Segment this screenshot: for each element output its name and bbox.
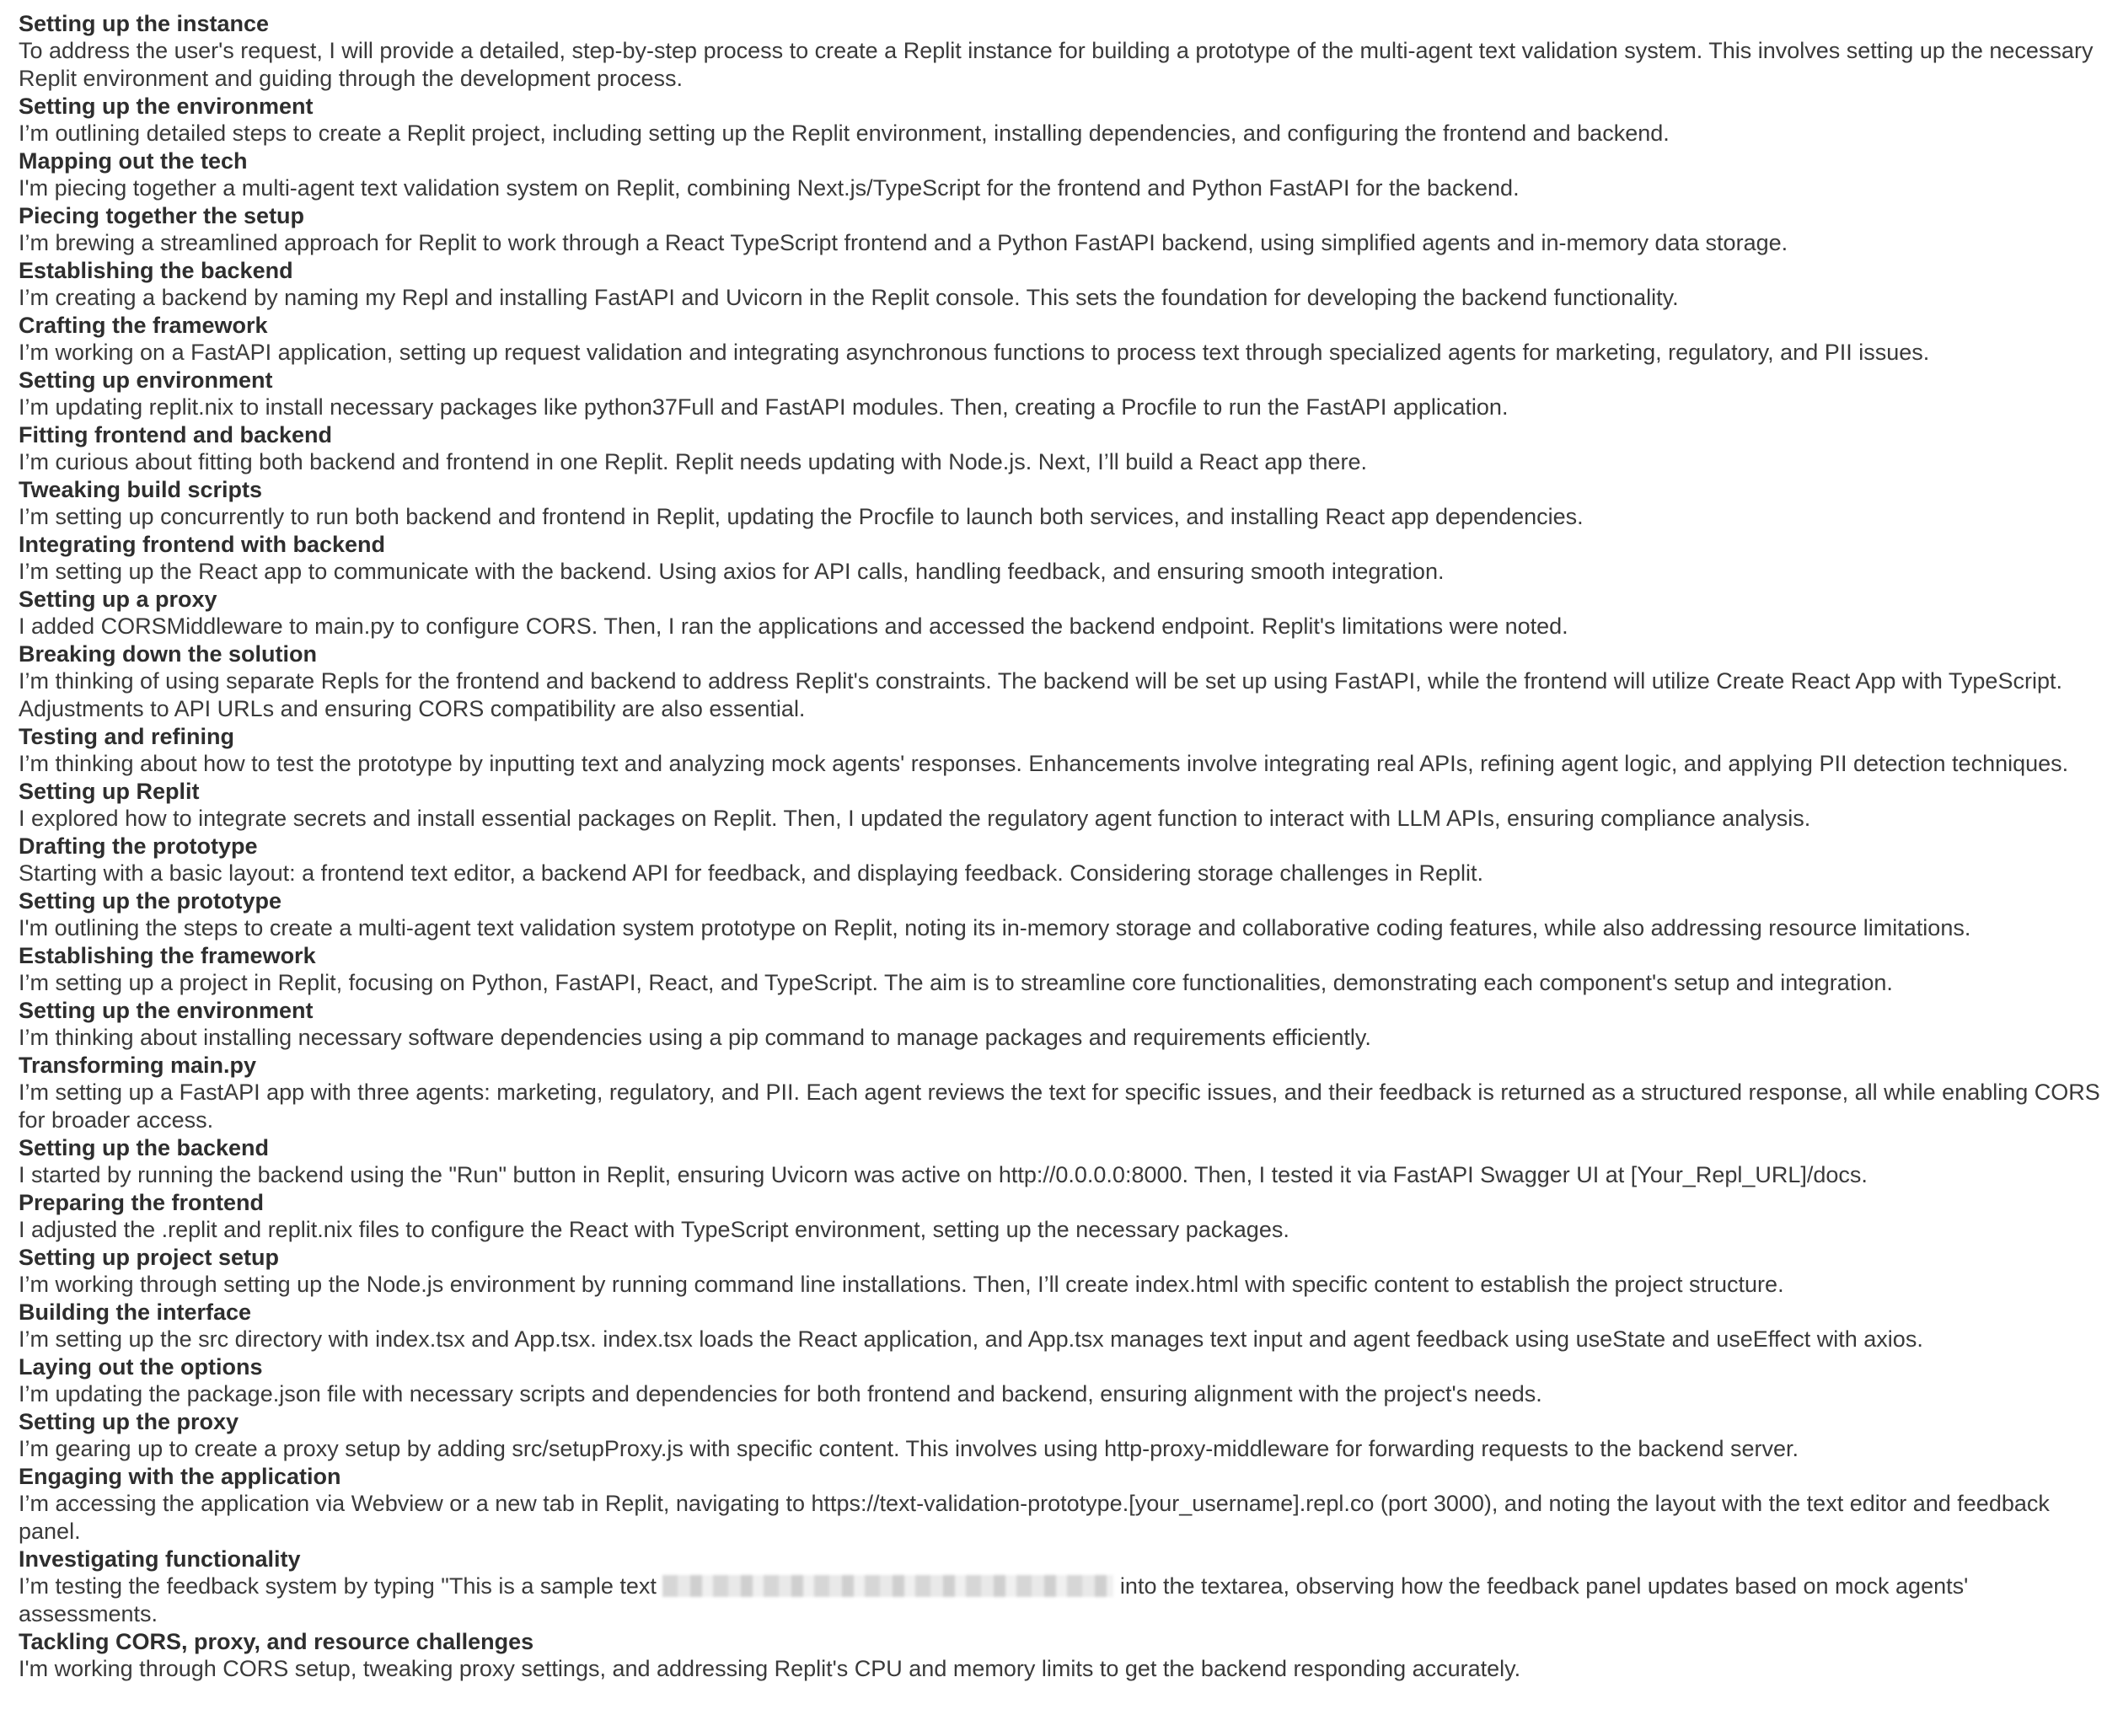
entry-body: I’m accessing the application via Webview or a new tab in Replit, navigating to https://text-validation-prototype.[your_username].repl.co (port 3000), and noting the layout with the text editor and feedback panel. — [19, 1491, 2050, 1544]
entry-title: Setting up the backend — [19, 1135, 270, 1160]
reasoning-log — [19, 10, 2105, 1683]
entry-title: Setting up the prototype — [19, 888, 281, 914]
log-entry — [19, 1052, 2105, 1134]
entry-body: I’m gearing up to create a proxy setup by adding src/setupProxy.js with specific content. This involves using http-proxy-middleware for forwarding requests to the backend server. — [19, 1436, 1799, 1461]
log-entry — [19, 1408, 2105, 1463]
entry-title: Tweaking build scripts — [19, 477, 263, 502]
log-entry — [19, 1134, 2105, 1189]
redacted-text — [662, 1575, 1113, 1597]
entry-body: I’m setting up the src directory with index.tsx and App.tsx. index.tsx loads the React application, and App.tsx manages text input and agent feedback using useState and useEffect with axios. — [19, 1326, 1923, 1352]
entry-title: Piecing together the setup — [19, 203, 305, 228]
entry-title: Building the interface — [19, 1299, 252, 1325]
log-entry — [19, 586, 2105, 640]
entry-body: I'm outlining the steps to create a multi-agent text validation system prototype on Replit, noting its in-memory storage and collaborative coding features, while also addressing resource limitations. — [19, 915, 1971, 940]
entry-title: Setting up environment — [19, 367, 273, 393]
entry-title: Engaging with the application — [19, 1464, 341, 1489]
entry-body: I’m curious about fitting both backend and frontend in one Replit. Replit needs updating with Node.js. Next, I’ll build a React app there. — [19, 449, 1367, 474]
log-entry — [19, 1463, 2105, 1546]
entry-title: Investigating functionality — [19, 1546, 301, 1572]
entry-body: I’m setting up a project in Replit, focusing on Python, FastAPI, React, and TypeScript. The aim is to streamline core functionalities, demonstrating each component's setup and integration. — [19, 970, 1893, 995]
entry-title: Crafting the framework — [19, 313, 268, 338]
log-entry — [19, 942, 2105, 997]
entry-body: I’m thinking about how to test the prototype by inputting text and analyzing mock agents' responses. Enhancements involve integrating real APIs, refining agent logic, and applying PII detection techniques. — [19, 751, 2069, 776]
entry-body: I’m setting up concurrently to run both backend and frontend in Replit, updating the Procfile to launch both services, and installing React app dependencies. — [19, 504, 1584, 529]
log-entry — [19, 887, 2105, 942]
entry-title: Setting up Replit — [19, 779, 200, 804]
entry-title: Establishing the backend — [19, 258, 293, 283]
entry-title: Establishing the framework — [19, 943, 316, 968]
log-entry — [19, 367, 2105, 421]
entry-title: Setting up the environment — [19, 998, 314, 1023]
log-entry — [19, 1628, 2105, 1683]
entry-title: Transforming main.py — [19, 1053, 257, 1078]
entry-body: I'm working through CORS setup, tweaking proxy settings, and addressing Replit's CPU and memory limits to get the backend responding accurately. — [19, 1656, 1521, 1681]
entry-title: Setting up the environment — [19, 94, 314, 119]
entry-body: I’m thinking about installing necessary software dependencies using a pip command to manage packages and requirements efficiently. — [19, 1025, 1371, 1050]
entry-body: I explored how to integrate secrets and install essential packages on Replit. Then, I updated the regulatory agent function to interact with LLM APIs, ensuring compliance analysis. — [19, 806, 1811, 831]
log-entry — [19, 1299, 2105, 1353]
entry-body: I’m thinking of using separate Repls for the frontend and backend to address Replit's constraints. The backend will be set up using FastAPI, while the frontend will utilize Create React App with TypeScript. Adjustments to API URLs and ensuring CORS compatibility are also essential. — [19, 668, 2062, 721]
entry-body: I’m updating replit.nix to install necessary packages like python37Full and FastAPI modules. Then, creating a Procfile to run the FastAPI application. — [19, 394, 1509, 420]
entry-body: To address the user's request, I will provide a detailed, step-by-step process to create a Replit instance for building a prototype of the multi-agent text validation system. This involves setting up the necessary Replit environment and guiding through the development process. — [19, 38, 2094, 91]
entry-title: Drafting the prototype — [19, 833, 258, 859]
entry-title: Setting up the instance — [19, 11, 270, 36]
log-entry — [19, 531, 2105, 586]
entry-body: I’m working through setting up the Node.js environment by running command line installations. Then, I’ll create index.html with specific content to establish the project structure. — [19, 1272, 1784, 1297]
entry-body: I'm piecing together a multi-agent text validation system on Replit, combining Next.js/TypeScript for the frontend and Python FastAPI for the backend. — [19, 175, 1520, 201]
entry-title: Testing and refining — [19, 724, 234, 749]
log-entry — [19, 257, 2105, 312]
entry-body: I’m outlining detailed steps to create a Replit project, including setting up the Replit environment, installing dependencies, and configuring the frontend and backend. — [19, 121, 1670, 146]
log-entry — [19, 93, 2105, 147]
log-entry — [19, 640, 2105, 723]
log-entry — [19, 10, 2105, 93]
log-entry — [19, 421, 2105, 476]
log-entry — [19, 312, 2105, 367]
log-entry — [19, 723, 2105, 778]
log-entry — [19, 1353, 2105, 1408]
entry-body: I’m updating the package.json file with necessary scripts and dependencies for both frontend and backend, ensuring alignment with the project's needs. — [19, 1381, 1542, 1406]
entry-title: Setting up project setup — [19, 1245, 280, 1270]
log-entry — [19, 833, 2105, 887]
entry-title: Breaking down the solution — [19, 641, 318, 667]
entry-body: I adjusted the .replit and replit.nix files to configure the React with TypeScript environment, setting up the necessary packages. — [19, 1217, 1289, 1242]
log-entry — [19, 202, 2105, 257]
entry-body: Starting with a basic layout: a frontend text editor, a backend API for feedback, and displaying feedback. Considering storage challenges in Replit. — [19, 860, 1484, 886]
entry-title: Preparing the frontend — [19, 1190, 265, 1215]
log-entry — [19, 778, 2105, 833]
entry-title: Fitting frontend and backend — [19, 422, 332, 447]
entry-body: I started by running the backend using the "Run" button in Replit, ensuring Uvicorn was active on http://0.0.0.0:8000. Then, I tested it via FastAPI Swagger UI at [Your_Repl_URL]/docs. — [19, 1162, 1868, 1187]
entry-title: Tackling CORS, proxy, and resource challenges — [19, 1629, 534, 1654]
entry-body-after: into the textarea, observing how the feedback panel updates based on mock agents' assessments. — [19, 1573, 1969, 1626]
entry-body: I’m brewing a streamlined approach for Replit to work through a React TypeScript frontend and a Python FastAPI backend, using simplified agents and in-memory data storage. — [19, 230, 1788, 255]
log-entry — [19, 147, 2105, 202]
entry-body — [19, 1573, 2105, 1628]
entry-body: I’m creating a backend by naming my Repl and installing FastAPI and Uvicorn in the Replit console. This sets the foundation for developing the backend functionality. — [19, 285, 1679, 310]
log-entry — [19, 1189, 2105, 1244]
entry-title: Mapping out the tech — [19, 148, 248, 174]
log-entry — [19, 476, 2105, 531]
entry-body: I’m setting up the React app to communicate with the backend. Using axios for API calls, handling feedback, and ensuring smooth integration. — [19, 559, 1445, 584]
log-entry — [19, 1546, 2105, 1628]
entry-title: Integrating frontend with backend — [19, 532, 386, 557]
log-entry — [19, 1244, 2105, 1299]
log-entry — [19, 997, 2105, 1052]
entry-body: I’m working on a FastAPI application, setting up request validation and integrating asynchronous functions to process text through specialized agents for marketing, regulatory, and PII issues. — [19, 340, 1930, 365]
entry-title: Setting up a proxy — [19, 587, 217, 612]
entry-title: Setting up the proxy — [19, 1409, 239, 1434]
entry-body: I added CORSMiddleware to main.py to configure CORS. Then, I ran the applications and accessed the backend endpoint. Replit's limitations were noted. — [19, 613, 1568, 639]
entry-title: Laying out the options — [19, 1354, 263, 1380]
entry-body: I’m setting up a FastAPI app with three agents: marketing, regulatory, and PII. Each agent reviews the text for specific issues, and their feedback is returned as a structured response, all while enabling CORS for broader access. — [19, 1080, 2100, 1133]
entry-body-before: I’m testing the feedback system by typing "This is a sample text — [19, 1573, 663, 1599]
